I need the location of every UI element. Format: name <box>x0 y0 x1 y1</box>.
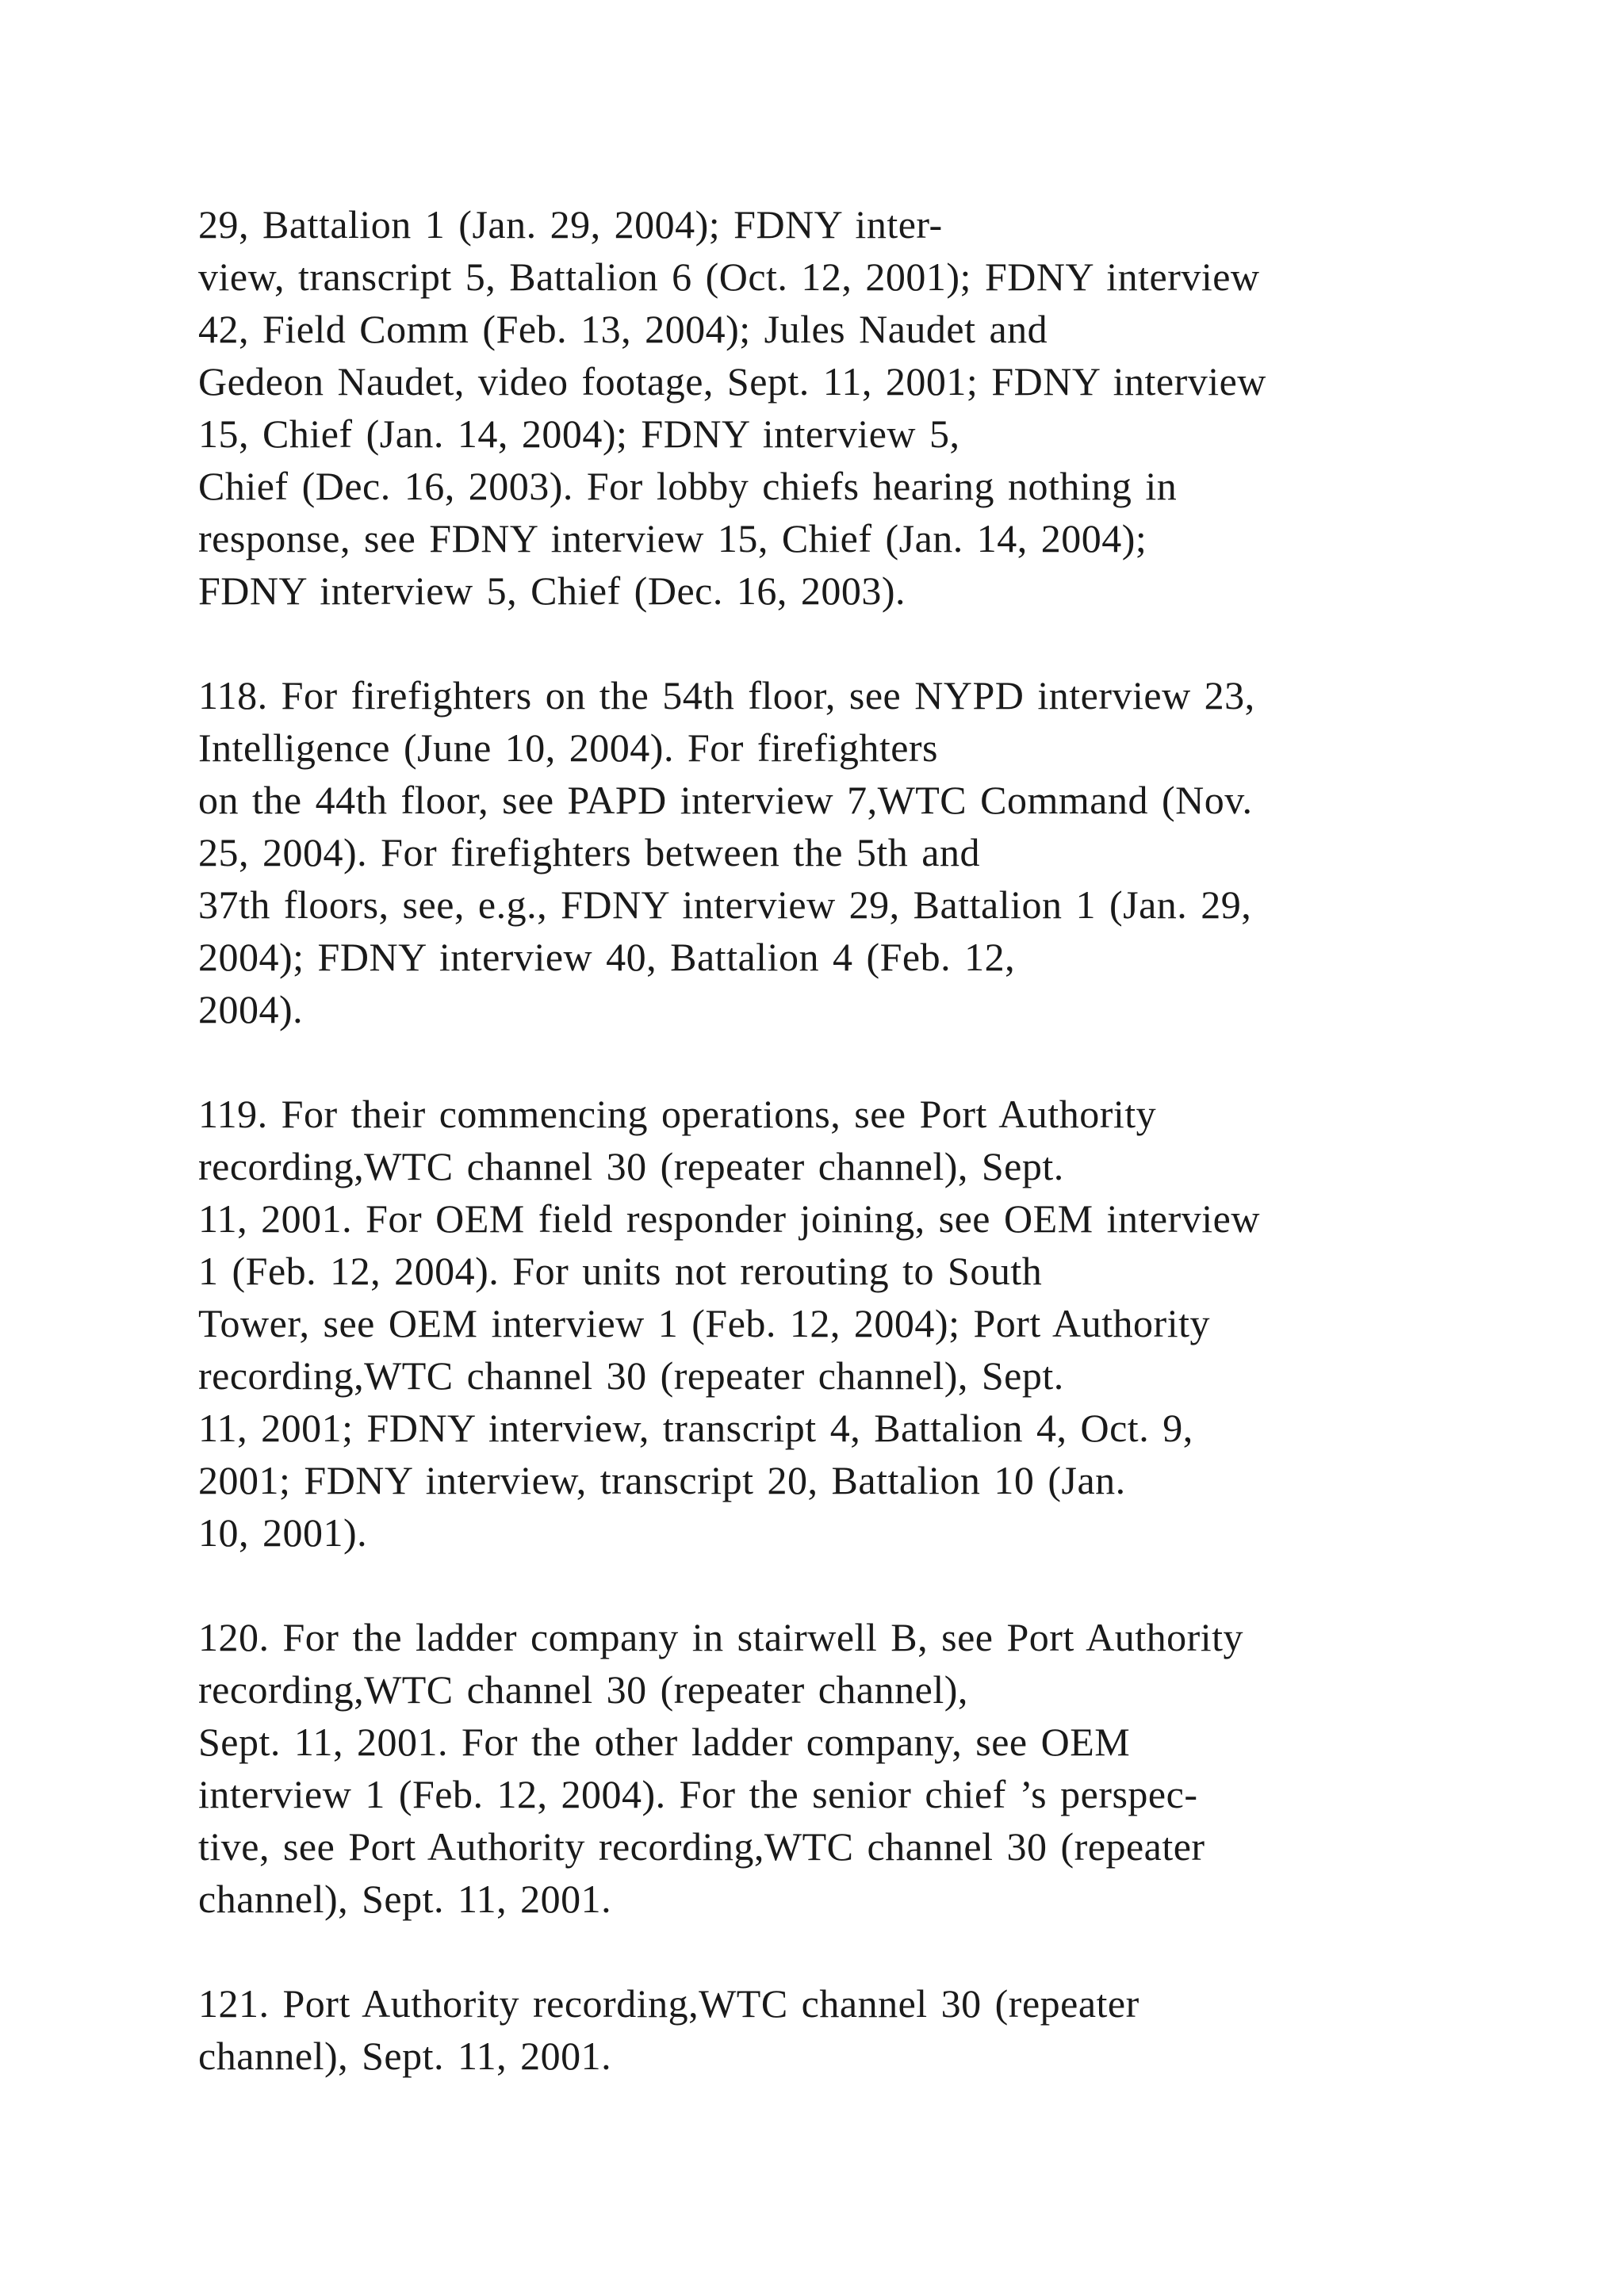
text-line: Chief (Dec. 16, 2003). For lobby chiefs hearing nothing in <box>198 464 1178 508</box>
text-line: Intelligence (June 10, 2004). For firefighters <box>198 725 939 770</box>
text-line: Sept. 11, 2001. For the other ladder company, see OEM <box>198 1720 1131 1764</box>
text-line: 25, 2004). For firefighters between the 5th and <box>198 830 980 874</box>
endnote-118 <box>198 669 1467 1035</box>
text-line: 2001; FDNY interview, transcript 20, Battalion 10 (Jan. <box>198 1458 1126 1502</box>
endnote-continuation-117 <box>198 198 1467 617</box>
text-line: 37th floors, see, e.g., FDNY interview 29, Battalion 1 (Jan. 29, <box>198 882 1252 927</box>
text-line: 2004); FDNY interview 40, Battalion 4 (Feb. 12, <box>198 935 1016 979</box>
text-line: response, see FDNY interview 15, Chief (Jan. 14, 2004); <box>198 516 1147 561</box>
text-line: view, transcript 5, Battalion 6 (Oct. 12, 2001); FDNY interview <box>198 254 1260 299</box>
text-line: Gedeon Naudet, video footage, Sept. 11, 2001; FDNY interview <box>198 359 1266 404</box>
text-line: 1 (Feb. 12, 2004). For units not rerouting to South <box>198 1249 1043 1293</box>
text-line: 118. For firefighters on the 54th floor, see NYPD interview 23, <box>198 673 1255 718</box>
text-line: 2004). <box>198 987 304 1031</box>
text-line: channel), Sept. 11, 2001. <box>198 2034 612 2078</box>
endnote-120 <box>198 1611 1467 1925</box>
text-line: recording,WTC channel 30 (repeater channel), Sept. <box>198 1353 1064 1398</box>
text-line: FDNY interview 5, Chief (Dec. 16, 2003). <box>198 568 906 613</box>
endnote-119 <box>198 1088 1467 1559</box>
text-line: 29, Battalion 1 (Jan. 29, 2004); FDNY inter- <box>198 202 943 247</box>
text-line: Tower, see OEM interview 1 (Feb. 12, 2004); Port Authority <box>198 1301 1210 1345</box>
text-line: tive, see Port Authority recording,WTC channel 30 (repeater <box>198 1824 1205 1869</box>
text-line: 11, 2001. For OEM field responder joining, see OEM interview <box>198 1196 1260 1241</box>
text-line: 15, Chief (Jan. 14, 2004); FDNY interview 5, <box>198 411 960 456</box>
text-line: interview 1 (Feb. 12, 2004). For the senior chief ’s perspec- <box>198 1772 1198 1816</box>
endnotes-text <box>198 198 1467 2082</box>
text-line: 120. For the ladder company in stairwell B, see Port Authority <box>198 1615 1244 1659</box>
text-line: 11, 2001; FDNY interview, transcript 4, Battalion 4, Oct. 9, <box>198 1406 1193 1450</box>
text-line: 119. For their commencing operations, see Port Authority <box>198 1092 1157 1136</box>
text-line: 121. Port Authority recording,WTC channel 30 (repeater <box>198 1981 1139 2026</box>
text-line: recording,WTC channel 30 (repeater channel), Sept. <box>198 1144 1064 1188</box>
text-line: 42, Field Comm (Feb. 13, 2004); Jules Naudet and <box>198 307 1048 351</box>
text-line: channel), Sept. 11, 2001. <box>198 1877 612 1921</box>
endnote-121 <box>198 1977 1467 2082</box>
text-line: on the 44th floor, see PAPD interview 7,WTC Command (Nov. <box>198 778 1253 822</box>
text-line: recording,WTC channel 30 (repeater channel), <box>198 1667 968 1712</box>
text-line: 10, 2001). <box>198 1510 368 1555</box>
